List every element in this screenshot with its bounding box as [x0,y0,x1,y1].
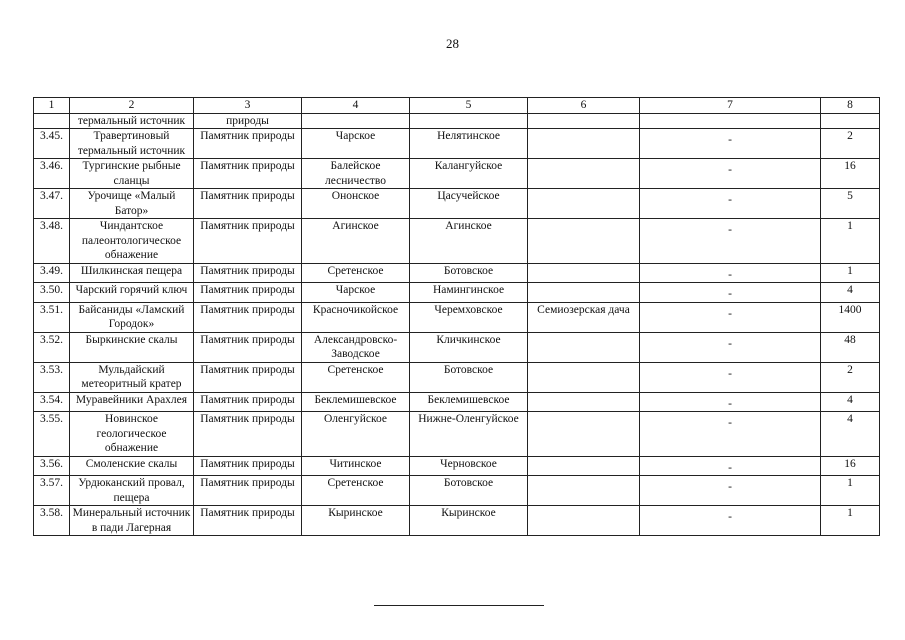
table-row [34,506,880,536]
cell-area: 4 [821,392,880,412]
cell-area [821,113,880,129]
cell-col7 [640,362,821,392]
cell-category: Памятник природы [194,392,302,412]
cell-name: Мульдайский метеоритный кратер [70,362,194,392]
column-header: 1 [34,98,70,114]
cell-forestry: Кличкинское [410,332,528,362]
cell-district: Чарское [302,283,410,303]
dash-mark: - [728,288,732,300]
table-row [34,332,880,362]
cell-forestry [410,113,528,129]
dash-mark: - [728,164,732,176]
cell-number: 3.48. [34,219,70,264]
cell-forestry: Нижне-Оленгуйское [410,412,528,457]
cell-category: Памятник природы [194,219,302,264]
cell-district: Агинское [302,219,410,264]
cell-category: Памятник природы [194,263,302,283]
cell-area: 5 [821,189,880,219]
column-header: 5 [410,98,528,114]
cell-name: Урдюканский провал, пещера [70,476,194,506]
cell-name: Байсаниды «Ламский Городок» [70,302,194,332]
dash-mark: - [728,461,732,474]
cell-forestry: Ботовское [410,263,528,283]
cell-col7 [640,189,821,219]
cell-area: 16 [821,456,880,476]
cell-col7 [640,412,821,457]
cell-name: Новинское геологическое обнажение [70,412,194,457]
cell-col6 [528,392,640,412]
cell-area: 1 [821,476,880,506]
cell-category: Памятник природы [194,456,302,476]
cell-area: 1 [821,506,880,536]
cell-forestry: Беклемишевское [410,392,528,412]
table-row [34,456,880,476]
cell-col6 [528,506,640,536]
cell-category: Памятник природы [194,129,302,159]
cell-col7 [640,159,821,189]
table-row [34,159,880,189]
cell-col7 [640,263,821,283]
cell-name: Тургинские рыбные сланцы [70,159,194,189]
bottom-rule [374,605,544,606]
cell-number: 3.49. [34,263,70,283]
dash-mark: - [728,224,732,236]
cell-col6 [528,412,640,457]
cell-col7 [640,332,821,362]
cell-col7 [640,456,821,476]
dash-mark: - [728,194,732,206]
cell-number: 3.54. [34,392,70,412]
cell-category: Памятник природы [194,302,302,332]
cell-district: Кыринское [302,506,410,536]
page-number: 28 [446,36,459,51]
cell-col6 [528,129,640,159]
cell-area: 1 [821,263,880,283]
table-row [34,129,880,159]
cell-name: Быркинские скалы [70,332,194,362]
cell-area: 4 [821,283,880,303]
continuation-row [34,113,880,129]
cell-district: Ононское [302,189,410,219]
cell-name: Смоленские скалы [70,456,194,476]
table-row [34,476,880,506]
cell-col6 [528,189,640,219]
cell-name: термальный источник [70,113,194,129]
column-header: 8 [821,98,880,114]
cell-number: 3.45. [34,129,70,159]
cell-name: Чиндантское палеонтологическое обнажение [70,219,194,264]
cell-name: Чарский горячий ключ [70,283,194,303]
cell-forestry: Нелятинское [410,129,528,159]
cell-col7 [640,113,821,129]
cell-forestry: Агинское [410,219,528,264]
cell-col7 [640,283,821,303]
cell-col6 [528,219,640,264]
cell-name: Травертиновый термальный источник [70,129,194,159]
cell-col7 [640,129,821,159]
cell-district: Сретенское [302,476,410,506]
cell-forestry: Черновское [410,456,528,476]
cell-number: 3.50. [34,283,70,303]
cell-category: Памятник природы [194,362,302,392]
cell-district: Чарское [302,129,410,159]
cell-col7 [640,302,821,332]
cell-col6 [528,362,640,392]
cell-col7 [640,476,821,506]
cell-district: Балейское лесничество [302,159,410,189]
cell-number [34,113,70,129]
cell-number: 3.46. [34,159,70,189]
cell-number: 3.56. [34,456,70,476]
cell-category: Памятник природы [194,412,302,457]
table-row [34,189,880,219]
cell-col6 [528,113,640,129]
cell-number: 3.58. [34,506,70,536]
cell-area: 2 [821,362,880,392]
dash-mark: - [728,307,732,320]
cell-col6 [528,263,640,283]
cell-number: 3.52. [34,332,70,362]
cell-col6 [528,456,640,476]
cell-area: 2 [821,129,880,159]
table-row [34,283,880,303]
cell-district: Сретенское [302,362,410,392]
cell-forestry: Калангуйское [410,159,528,189]
dash-mark: - [728,268,732,281]
cell-col6 [528,283,640,303]
cell-col6 [528,476,640,506]
column-header: 7 [640,98,821,114]
cell-forestry: Черемховское [410,302,528,332]
cell-category: Памятник природы [194,332,302,362]
dash-mark: - [728,134,732,146]
dash-mark: - [728,367,732,380]
table-row [34,362,880,392]
table-row [34,412,880,457]
cell-number: 3.47. [34,189,70,219]
cell-district: Оленгуйское [302,412,410,457]
cell-col7 [640,506,821,536]
cell-district: Красночикойское [302,302,410,332]
cell-category: Памятник природы [194,159,302,189]
protected-areas-table [33,97,880,536]
column-header: 6 [528,98,640,114]
cell-forestry: Ботовское [410,476,528,506]
table-row [34,263,880,283]
cell-category: природы [194,113,302,129]
cell-forestry: Ботовское [410,362,528,392]
cell-area: 48 [821,332,880,362]
cell-col6 [528,159,640,189]
dash-mark: - [728,417,732,429]
cell-number: 3.55. [34,412,70,457]
cell-name: Урочище «Малый Батор» [70,189,194,219]
cell-col7 [640,392,821,412]
cell-district: Александровско-Заводское [302,332,410,362]
cell-col6 [528,332,640,362]
cell-forestry: Цасучейское [410,189,528,219]
cell-name: Муравейники Арахлея [70,392,194,412]
cell-area: 1400 [821,302,880,332]
cell-category: Памятник природы [194,283,302,303]
cell-name: Минеральный источник в пади Лагерная [70,506,194,536]
cell-name: Шилкинская пещера [70,263,194,283]
cell-district: Беклемишевское [302,392,410,412]
cell-number: 3.51. [34,302,70,332]
column-header: 4 [302,98,410,114]
cell-district: Сретенское [302,263,410,283]
cell-district: Читинское [302,456,410,476]
cell-district [302,113,410,129]
cell-area: 4 [821,412,880,457]
cell-area: 1 [821,219,880,264]
cell-forestry: Кыринское [410,506,528,536]
column-header: 2 [70,98,194,114]
dash-mark: - [728,511,732,523]
table-row [34,392,880,412]
table-row [34,302,880,332]
cell-category: Памятник природы [194,476,302,506]
cell-area: 16 [821,159,880,189]
cell-col7 [640,219,821,264]
table-row [34,219,880,264]
cell-category: Памятник природы [194,189,302,219]
dash-mark: - [728,337,732,350]
cell-category: Памятник природы [194,506,302,536]
dash-mark: - [728,397,732,410]
cell-forestry: Намингинское [410,283,528,303]
cell-col6: Семиозерская дача [528,302,640,332]
cell-number: 3.53. [34,362,70,392]
dash-mark: - [728,481,732,493]
table-header-row [34,98,880,114]
table-body [34,98,880,536]
column-header: 3 [194,98,302,114]
cell-number: 3.57. [34,476,70,506]
